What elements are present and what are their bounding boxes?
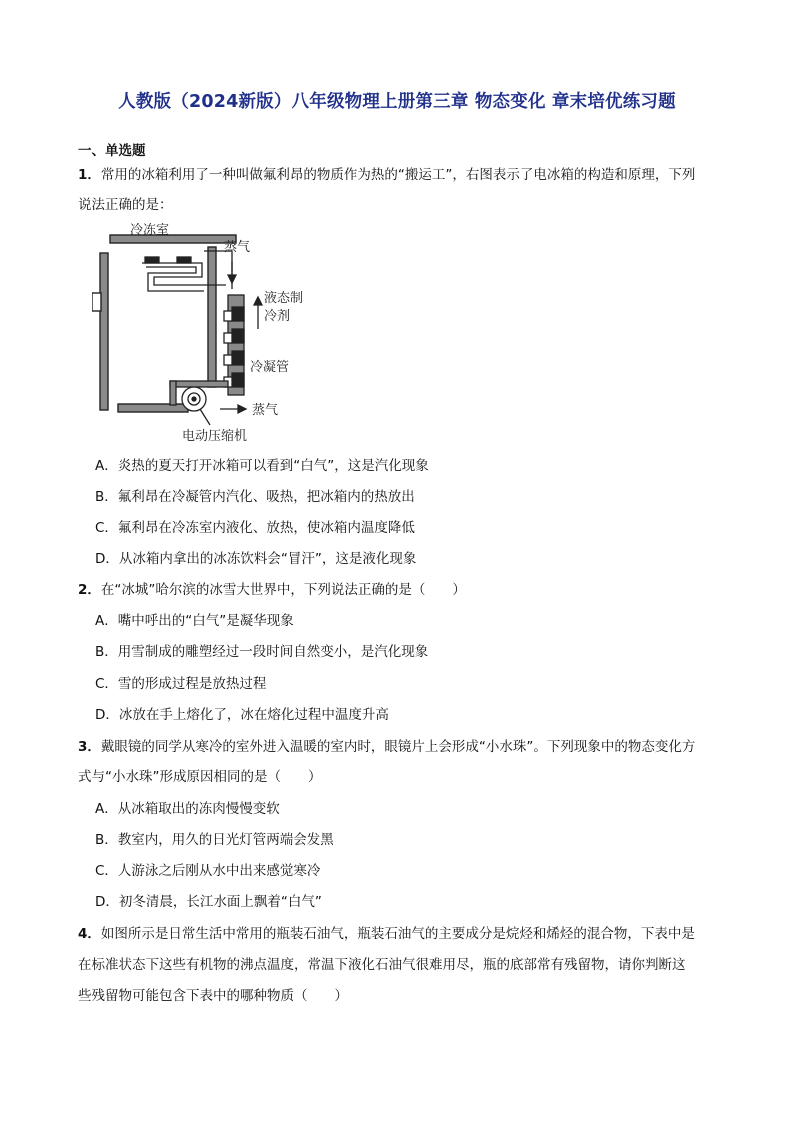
question-number: 3．	[78, 739, 101, 755]
refrigerator-diagram	[92, 223, 312, 445]
question-number: 2．	[78, 582, 101, 598]
question-2-option-a: A．嘴中呼出的“白气”是凝华现象	[95, 613, 294, 629]
question-number: 1．	[78, 167, 101, 183]
question-3-option-d: D．初冬清晨，长江水面上飘着“白气”	[95, 894, 322, 910]
page-title: 人教版（2024新版）八年级物理上册第三章 物态变化 章末培优练习题	[118, 92, 676, 112]
question-3-option-a: A．从冰箱取出的冻肉慢慢变软	[95, 801, 280, 817]
question-1-option-a: A．炎热的夏天打开冰箱可以看到“白气”，这是汽化现象	[95, 458, 429, 474]
label-condenser: 冷凝管	[250, 360, 290, 375]
label-compressor: 电动压缩机	[182, 429, 248, 444]
question-1-line-1: 1．常用的冰箱利用了一种叫做氟利昂的物质作为热的“搬运工”，右图表示了电冰箱的构造和原理，下列	[78, 167, 696, 183]
door-handle	[92, 293, 101, 311]
label-vapor-bottom: 蒸气	[252, 403, 279, 418]
condenser-pipe	[224, 295, 244, 395]
question-3-line-1: 3．戴眼镜的同学从寒冷的室外进入温暖的室内时，眼镜片上会形成“小水珠”。下列现象中的物态变化方	[78, 739, 696, 755]
question-3-option-c: C．人游泳之后刚从水中出来感觉寒冷	[95, 863, 321, 879]
question-3-option-b: B．教室内，用久的日光灯管两端会发黑	[95, 832, 334, 848]
question-4-line-1: 4．如图所示是日常生活中常用的瓶装石油气，瓶装石油气的主要成分是烷烃和烯烃的混合物，下表中是	[78, 926, 695, 942]
question-1-option-c: C．氟利昂在冷冻室内液化、放热，使冰箱内温度降低	[95, 520, 415, 536]
label-liquid-refrigerant-2: 冷剂	[264, 309, 291, 324]
label-freezer: 冷冻室	[130, 223, 170, 238]
section-heading: 一、单选题	[78, 143, 146, 159]
question-2-option-b: B．用雪制成的雕塑经过一段时间自然变小，是汽化现象	[95, 644, 429, 660]
freezer-coil	[142, 251, 232, 291]
question-2-line-1: 2．在“冰城”哈尔滨的冰雪大世界中，下列说法正确的是（ ）	[78, 582, 466, 598]
question-1-option-d: D．从冰箱内拿出的冰冻饮料会“冒汗”，这是液化现象	[95, 551, 417, 567]
question-4-line-2: 在标准状态下这些有机物的沸点温度，常温下液化石油气很难用尽，瓶的底部常有残留物，请你判断这	[78, 957, 686, 973]
compressor	[182, 387, 210, 425]
question-number: 4．	[78, 926, 101, 942]
question-1-option-b: B．氟利昂在冷凝管内汽化、吸热，把冰箱内的热放出	[95, 489, 415, 505]
question-1-line-2: 说法正确的是：	[78, 197, 173, 213]
question-4-line-3: 些残留物可能包含下表中的哪种物质（ ）	[78, 988, 348, 1004]
label-vapor-top: 蒸气	[224, 240, 251, 255]
label-liquid-refrigerant-1: 液态制	[264, 291, 304, 306]
question-2-option-d: D．冰放在手上熔化了，冰在熔化过程中温度升高	[95, 707, 389, 723]
question-3-line-2: 式与“小水珠”形成原因相同的是（ ）	[78, 769, 322, 785]
question-2-option-c: C．雪的形成过程是放热过程	[95, 676, 267, 692]
